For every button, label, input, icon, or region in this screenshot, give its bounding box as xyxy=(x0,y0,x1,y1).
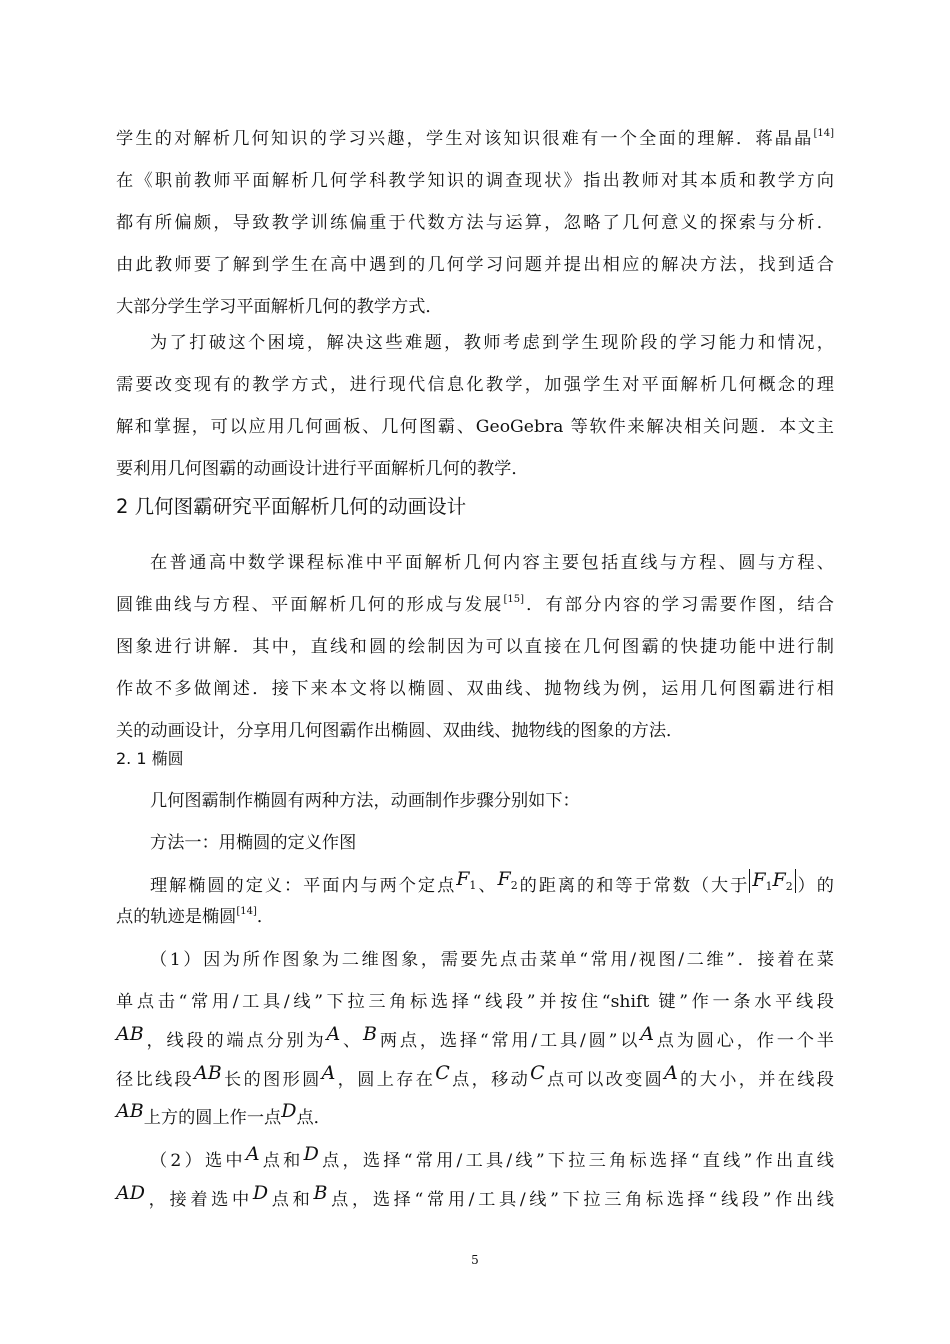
section-heading: 2 几何图霸研究平面解析几何的动画设计 xyxy=(116,495,467,518)
text: ．有部分内容的学习需要作图，结合 xyxy=(524,595,834,615)
paragraph-line: （2）选中A点和D点，选择“常用/工具/线”下拉三角标选择“直线”作出直线 xyxy=(150,1143,834,1171)
math-B: B xyxy=(363,1023,378,1045)
math-abs-F1F2: $F_1F_2$ xyxy=(749,869,795,893)
text: 圆锥曲线与方程、平面解析几何的形成与发展 xyxy=(116,595,504,615)
paragraph-line: 在普通高中数学课程标准中平面解析几何内容主要包括直线与方程、圆与方程、 xyxy=(150,553,834,573)
paragraph-line: 图象进行讲解．其中，直线和圆的绘制因为可以直接在几何图霸的快捷功能中进行制 xyxy=(116,637,834,657)
math-C: C xyxy=(530,1062,545,1084)
citation: [15] xyxy=(503,594,524,605)
paragraph-line xyxy=(116,594,834,616)
paragraph-line: 几何图霸制作椭圆有两种方法，动画制作步骤分别如下： xyxy=(150,791,580,811)
paragraph-line: 都有所偏颇，导致教学训练偏重于代数方法与运算，忽略了几何意义的探索与分析． xyxy=(116,213,834,233)
paragraph-line: 方法一：用椭圆的定义作图 xyxy=(150,833,357,853)
text: 理解椭圆的定义：平面内与两个定点 xyxy=(150,876,457,896)
paragraph-line: 单点击“常用/工具/线”下拉三角标选择“线段”并按住“shift 键”作一条水平线段 xyxy=(116,992,834,1012)
paragraph-line xyxy=(116,906,834,928)
paragraph-line: AB上方的圆上作一点D点． xyxy=(116,1100,331,1128)
math-C: C xyxy=(435,1062,450,1084)
paragraph-line: 大部分学生学习平面解析几何的教学方式． xyxy=(116,297,443,317)
paragraph-line xyxy=(116,128,834,150)
text: 、 xyxy=(476,876,498,896)
paragraph-line: 为了打破这个困境，解决这些难题，教师考虑到学生现阶段的学习能力和情况， xyxy=(150,333,834,353)
math-D: D xyxy=(252,1182,269,1204)
math-D: D xyxy=(303,1143,319,1165)
page-number: 5 xyxy=(471,1253,479,1267)
paragraph-line: 由此教师要了解到学生在高中遇到的几何学习问题并提出相应的解决方法，找到适合 xyxy=(116,255,834,275)
math-D: D xyxy=(281,1100,297,1122)
math-F2: $F_2$ xyxy=(497,868,518,892)
text: ）的 xyxy=(795,876,834,896)
paragraph-line: 关的动画设计，分享用几何图霸作出椭圆、双曲线、抛物线的图象的方法． xyxy=(116,721,684,741)
paragraph-line: AD，接着选中D点和B点，选择“常用/工具/线”下拉三角标选择“线段”作出线 xyxy=(116,1182,834,1210)
math-AB: AB xyxy=(194,1062,222,1084)
paragraph-line: 作故不多做阐述．接下来本文将以椭圆、双曲线、抛物线为例，运用几何图霸进行相 xyxy=(116,679,834,699)
math-A: A xyxy=(321,1062,336,1084)
paragraph-line: 径比线段AB长的图形圆A，圆上存在C点，移动C点可以改变圆A的大小，并在线段 xyxy=(116,1062,834,1090)
math-A: A xyxy=(664,1062,678,1084)
math-B: B xyxy=(313,1182,328,1204)
paragraph-line: 需要改变现有的教学方式，进行现代信息化教学，加强学生对平面解析几何概念的理 xyxy=(116,375,834,395)
subsection-heading: 2. 1 椭圆 xyxy=(116,749,184,768)
math-A: A xyxy=(326,1023,341,1045)
math-F1: $F_1$ xyxy=(456,868,477,892)
paragraph-line xyxy=(150,868,834,899)
math-AB: AB xyxy=(116,1100,144,1122)
text: 点的轨迹是椭圆 xyxy=(116,907,237,927)
citation: [14] xyxy=(813,128,834,139)
paragraph-line: 解和掌握，可以应用几何画板、几何图霸、GeoGebra 等软件来解决相关问题．本文主 xyxy=(116,417,834,437)
paragraph-line: AB，线段的端点分别为A、B两点，选择“常用/工具/圆”以A点为圆心，作一个半 xyxy=(116,1023,834,1051)
paragraph-line: （1）因为所作图象为二维图象，需要先点击菜单“常用/视图/二维”．接着在菜 xyxy=(150,950,834,970)
text: ． xyxy=(256,907,275,927)
text: 的距离的和等于常数（大于 xyxy=(517,876,750,896)
citation: [14] xyxy=(236,906,257,917)
math-A: A xyxy=(640,1023,654,1045)
paragraph-line: 要利用几何图霸的动画设计进行平面解析几何的教学． xyxy=(116,459,529,479)
math-AB: AB xyxy=(116,1023,144,1045)
paragraph-line: 在《职前教师平面解析几何学科教学知识的调查现状》指出教师对其本质和教学方向 xyxy=(116,171,834,191)
math-A: A xyxy=(245,1143,260,1165)
text: 学生的对解析几何知识的学习兴趣，学生对该知识很难有一个全面的理解．蒋晶晶 xyxy=(116,129,814,149)
math-AD: AD xyxy=(116,1182,145,1204)
